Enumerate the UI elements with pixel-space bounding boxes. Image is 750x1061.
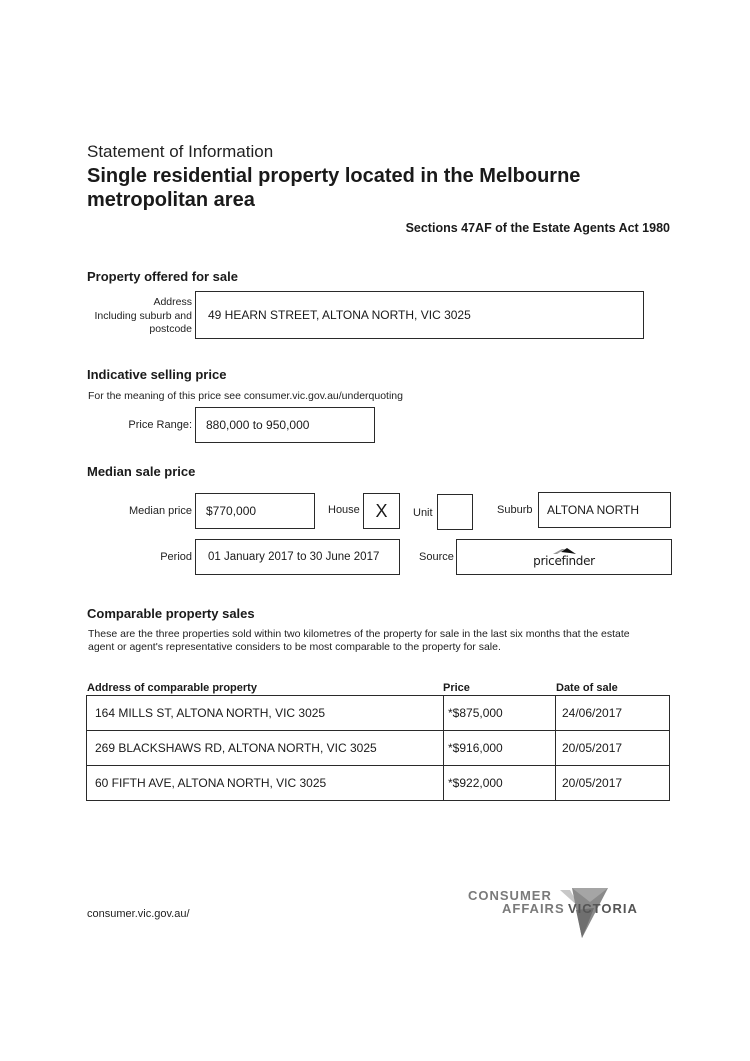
column-header-address: Address of comparable property	[87, 682, 257, 694]
comparable-price: *$875,000	[444, 696, 556, 731]
price-range-field	[195, 407, 375, 443]
document-title-line2: metropolitan area	[87, 189, 255, 211]
comparable-description-line1: These are the three properties sold within two kilometres of the property for sale in the last six months that the estate	[88, 628, 630, 640]
period-field	[195, 539, 400, 575]
column-header-date: Date of sale	[556, 682, 618, 694]
footer-url: consumer.vic.gov.au/	[87, 908, 190, 920]
table-row	[87, 731, 670, 766]
column-header-price: Price	[443, 682, 470, 694]
address-label-line2: Including suburb and	[94, 309, 192, 322]
price-range-label: Price Range:	[128, 419, 192, 431]
indicative-price-heading: Indicative selling price	[87, 367, 227, 382]
pricefinder-logo-text: pricefinder	[533, 554, 595, 568]
comparable-date: 24/06/2017	[556, 696, 670, 731]
house-check-mark: X	[375, 500, 388, 521]
median-price-value: $770,000	[206, 504, 257, 518]
table-row	[87, 696, 670, 731]
source-label: Source	[419, 551, 454, 563]
price-range-value: 880,000 to 950,000	[206, 418, 310, 432]
comparable-description	[88, 628, 630, 654]
unit-label: Unit	[413, 507, 433, 519]
address-label	[80, 296, 192, 337]
comparable-date: 20/05/2017	[556, 766, 670, 801]
document-kicker: Statement of Information	[87, 142, 274, 161]
document-title	[87, 164, 580, 212]
indicative-price-note: For the meaning of this price see consumer.vic.gov.au/underquoting	[88, 390, 403, 402]
period-value: 01 January 2017 to 30 June 2017	[208, 551, 380, 563]
logo-text-victoria: VICTORIA	[568, 901, 638, 916]
comparable-price: *$922,000	[444, 766, 556, 801]
comparable-address: 60 FIFTH AVE, ALTONA NORTH, VIC 3025	[87, 766, 444, 801]
suburb-value: ALTONA NORTH	[547, 503, 640, 517]
comparable-address: 164 MILLS ST, ALTONA NORTH, VIC 3025	[87, 696, 444, 731]
property-offered-heading: Property offered for sale	[87, 269, 238, 284]
unit-checkbox	[437, 494, 473, 530]
median-heading: Median sale price	[87, 464, 196, 479]
logo-text-affairs: AFFAIRS	[502, 901, 565, 916]
address-label-line1: Address	[153, 296, 192, 308]
legislation-reference: Sections 47AF of the Estate Agents Act 1980	[405, 221, 670, 235]
comparable-address: 269 BLACKSHAWS RD, ALTONA NORTH, VIC 3025	[87, 731, 444, 766]
house-checkbox	[363, 493, 400, 529]
comparable-date: 20/05/2017	[556, 731, 670, 766]
comparable-description-line2: agent or agent's representative considers to be most comparable to the property for sale.	[88, 641, 501, 653]
source-field	[456, 539, 672, 575]
suburb-label: Suburb	[497, 504, 533, 516]
address-value: 49 HEARN STREET, ALTONA NORTH, VIC 3025	[208, 308, 471, 322]
median-price-label: Median price	[129, 505, 192, 517]
comparable-heading: Comparable property sales	[87, 606, 255, 621]
median-price-field	[195, 493, 315, 529]
comparable-price: *$916,000	[444, 731, 556, 766]
period-label: Period	[160, 551, 192, 563]
document-title-line1: Single residential property located in the Melbourne	[87, 165, 581, 187]
table-row	[87, 766, 670, 801]
suburb-field	[538, 492, 671, 528]
logo-text-consumer: CONSUMER	[468, 888, 552, 903]
comparable-sales-table	[86, 695, 670, 801]
address-field	[195, 291, 644, 339]
consumer-affairs-victoria-logo	[468, 888, 648, 940]
house-label: House	[328, 504, 360, 516]
address-label-line3: postcode	[149, 323, 192, 335]
